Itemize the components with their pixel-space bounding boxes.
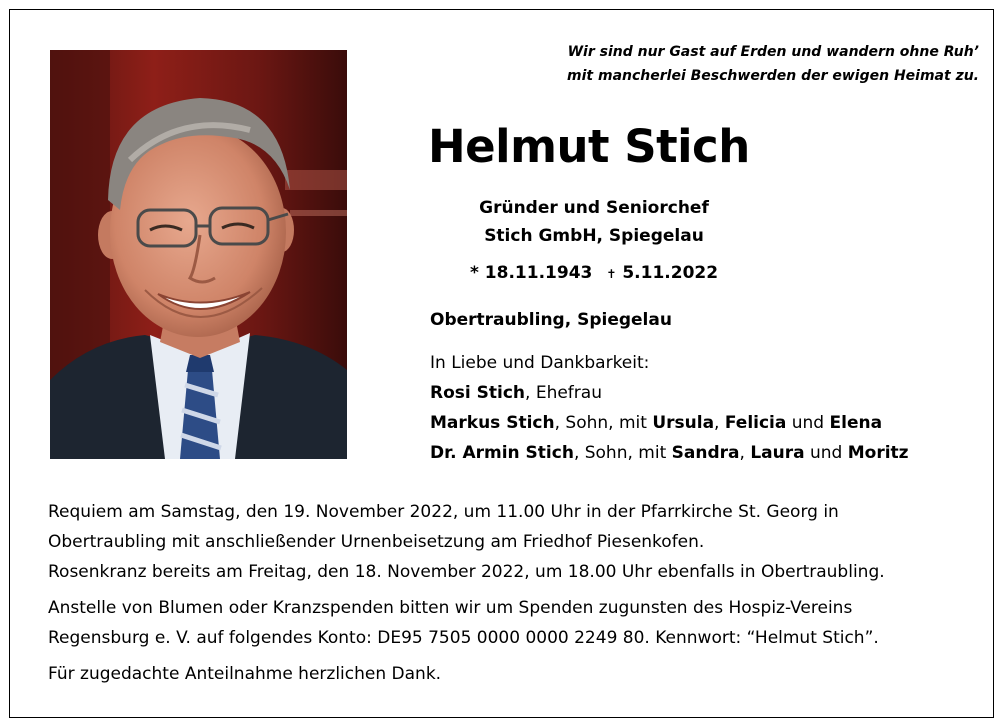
- donation-line-1: Anstelle von Blumen oder Kranzspenden bitten wir um Spenden zugunsten des Hospiz-Vereins: [48, 598, 853, 618]
- donation-line-2: Regensburg e. V. auf folgendes Konto: DE95 7505 0000 0000 2249 80. Kennwort: “Helmut Stich”.: [48, 628, 879, 648]
- grandchild-name: Laura: [750, 443, 805, 463]
- grandchild-name: Ursula: [652, 413, 715, 433]
- son-1-relation: , Sohn, mit: [554, 413, 653, 433]
- thanks-line: Für zugedachte Anteilnahme herzlichen Dank.: [48, 664, 442, 684]
- family-list: [430, 348, 909, 468]
- service-details: [48, 497, 968, 689]
- separator: und: [804, 443, 848, 463]
- separator: ,: [739, 443, 751, 463]
- grandchild-name: Sandra: [671, 443, 740, 463]
- motto-line-2: mit mancherlei Beschwerden der ewigen Heimat zu.: [567, 68, 979, 84]
- requiem-line-2: Obertraubling mit anschließender Urnenbeisetzung am Friedhof Piesenkofen.: [48, 532, 705, 552]
- family-line-3: [430, 438, 909, 468]
- grandchild-name: Moritz: [847, 443, 909, 463]
- grandchild-name: Felicia: [724, 413, 787, 433]
- deceased-name: Helmut Stich: [428, 120, 750, 173]
- spouse-name: Rosi Stich: [430, 383, 526, 403]
- son-1-name: Markus Stich: [430, 413, 555, 433]
- motto-line-1: Wir sind nur Gast auf Erden und wandern ohne Ruh’: [567, 44, 979, 60]
- family-intro: In Liebe und Dankbarkeit:: [430, 353, 650, 373]
- portrait-illustration: [50, 50, 347, 459]
- cross-icon: ✝: [606, 267, 617, 281]
- motto: [567, 40, 979, 88]
- places: Obertraubling, Spiegelau: [430, 310, 672, 330]
- family-line-2: [430, 408, 909, 438]
- family-line-1: [430, 378, 909, 408]
- son-2-name: Dr. Armin Stich: [430, 443, 574, 463]
- deceased-role: [474, 194, 714, 250]
- role-line-1: Gründer und Seniorchef: [479, 198, 709, 218]
- grandchild-name: Elena: [829, 413, 883, 433]
- son-2-relation: , Sohn, mit: [573, 443, 672, 463]
- requiem-line-1: Requiem am Samstag, den 19. November 2022, um 11.00 Uhr in der Pfarrkirche St. Georg in: [48, 502, 839, 522]
- life-dates: [470, 263, 718, 283]
- separator: ,: [714, 413, 725, 433]
- spouse-relation: , Ehefrau: [525, 383, 602, 403]
- death-date: 5.11.2022: [622, 263, 719, 283]
- rosary-line: Rosenkranz bereits am Freitag, den 18. November 2022, um 18.00 Uhr ebenfalls in Obertraubling.: [48, 562, 885, 582]
- role-line-2: Stich GmbH, Spiegelau: [484, 226, 704, 246]
- portrait-photo: [50, 50, 347, 459]
- birth-date: * 18.11.1943: [470, 263, 593, 283]
- separator: und: [786, 413, 830, 433]
